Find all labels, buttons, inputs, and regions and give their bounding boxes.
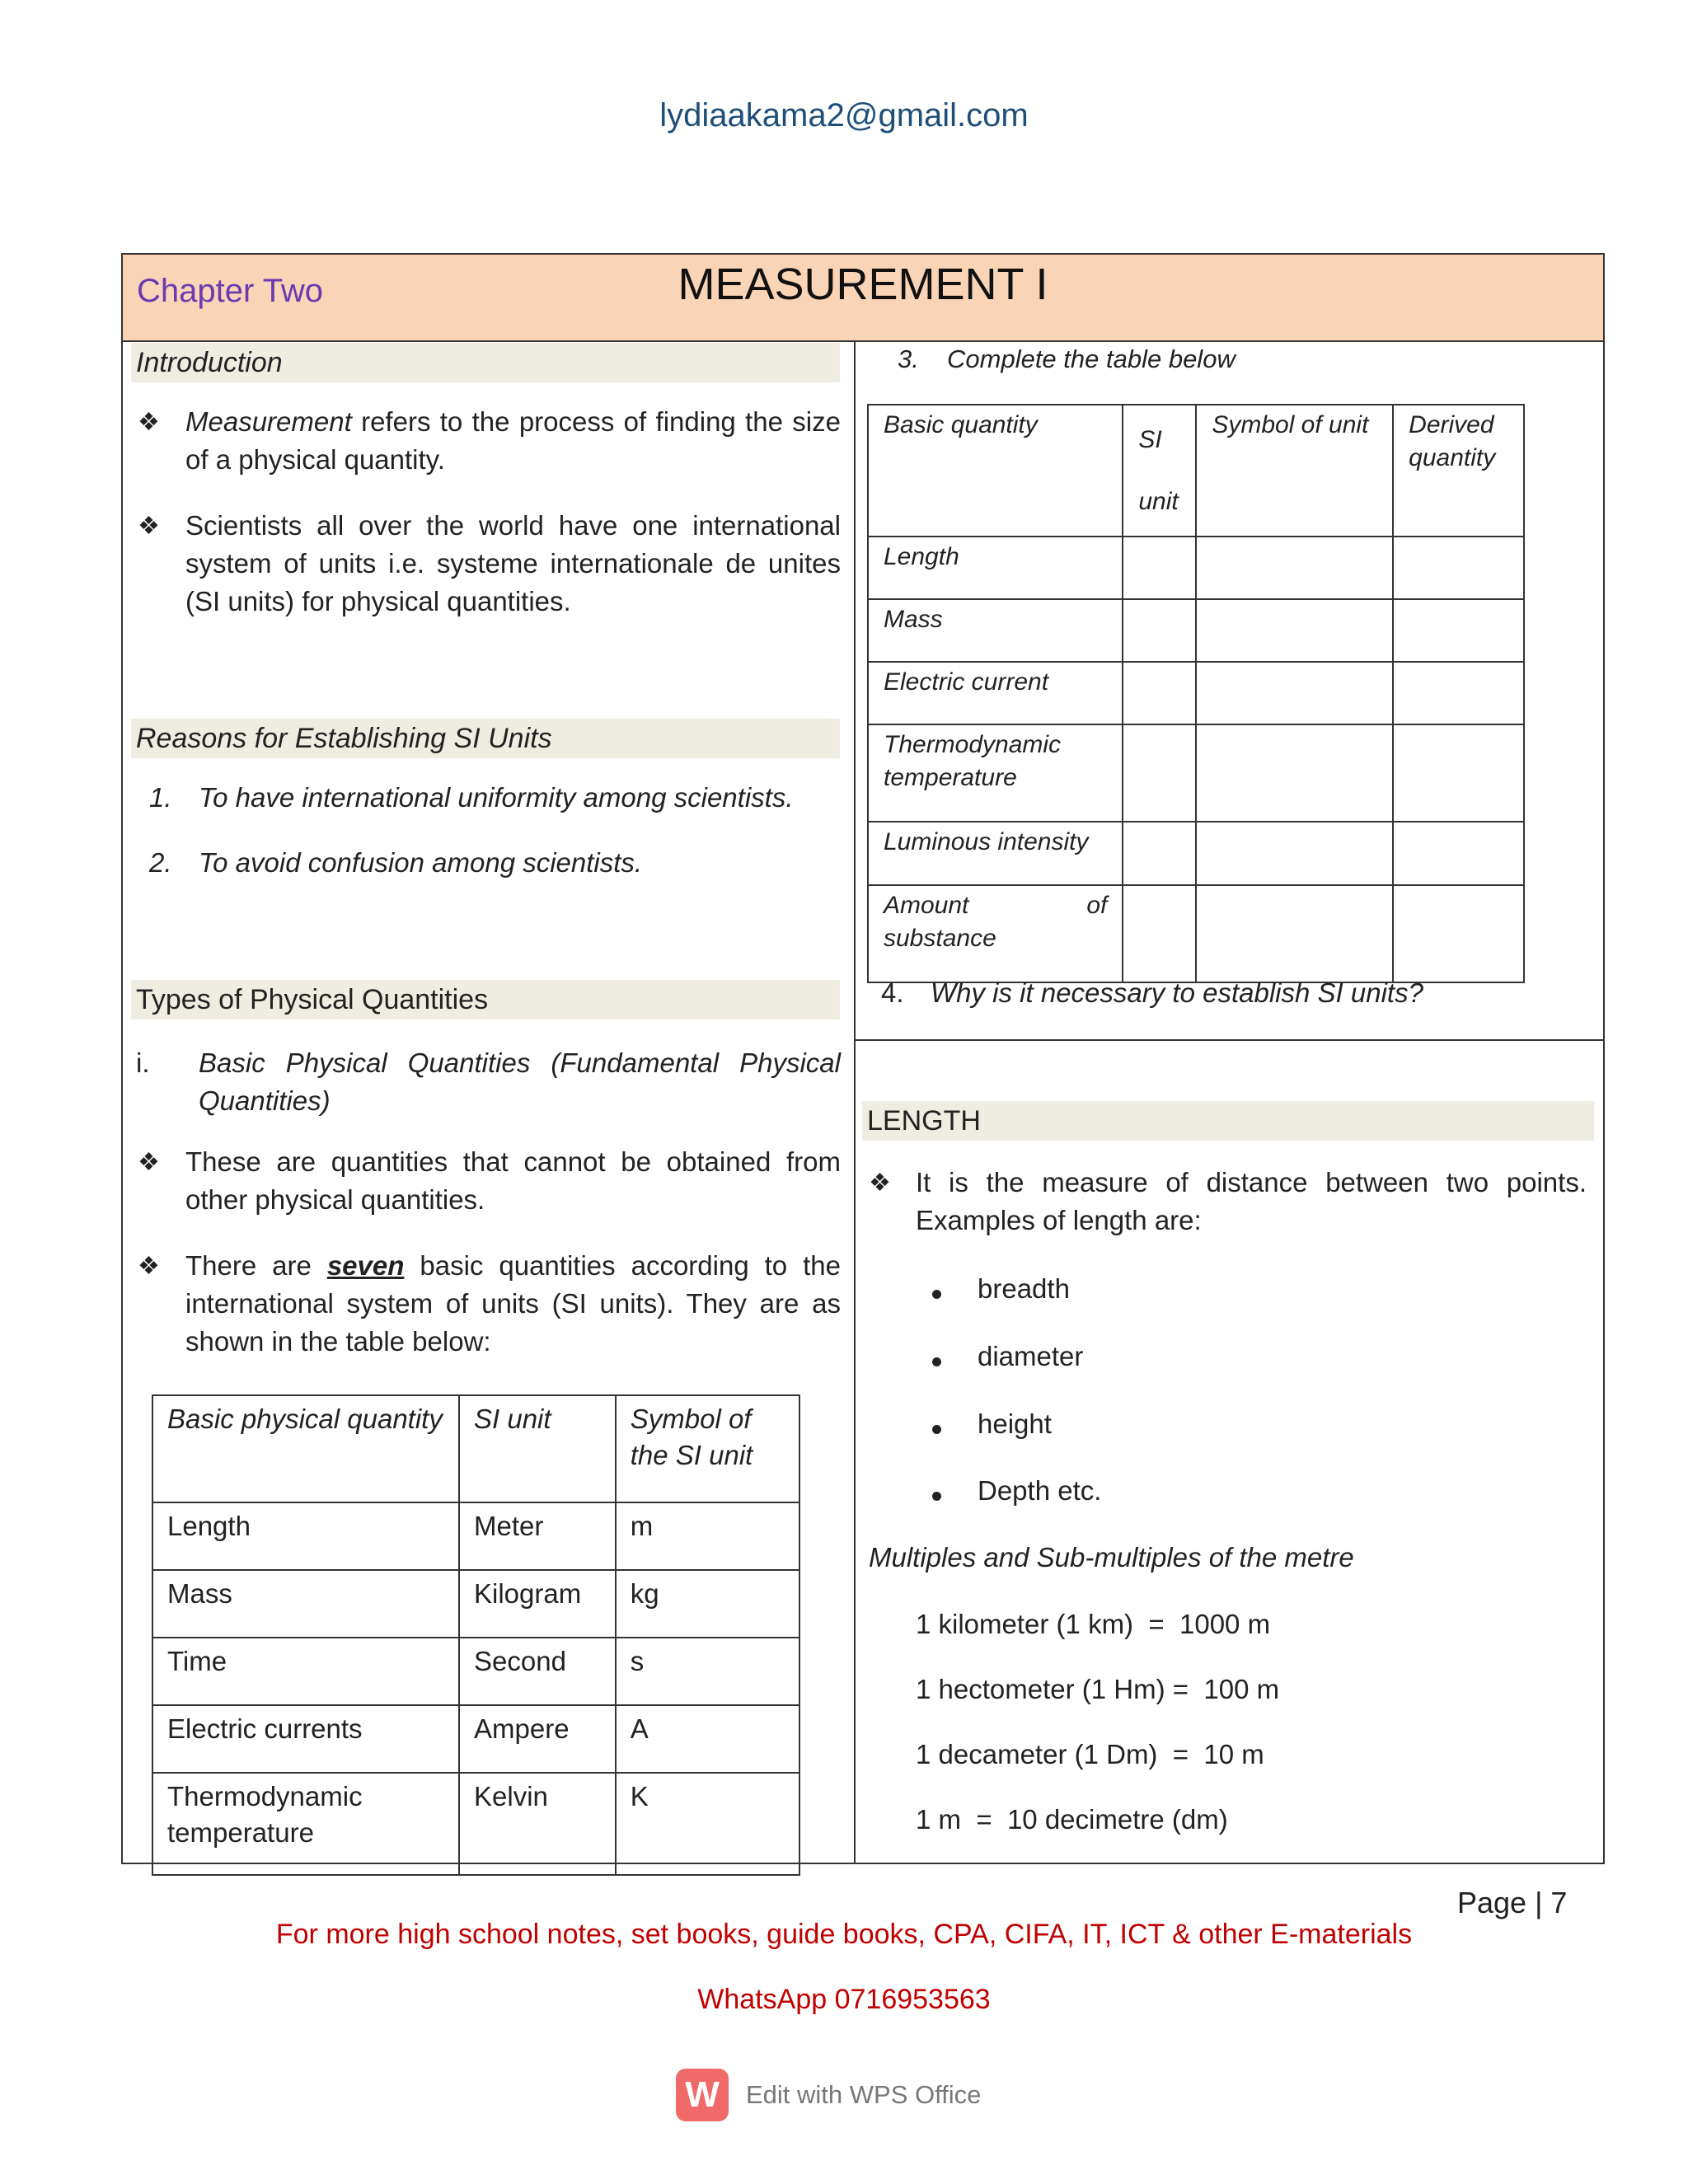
table-header-cell: Derived quantity — [1393, 405, 1524, 537]
reason-item: To have international uniformity among scientists. — [199, 782, 794, 813]
blank-cell[interactable] — [1393, 537, 1524, 599]
table-cell: A — [616, 1705, 799, 1773]
bullet-dot-icon — [932, 1290, 941, 1299]
table-cell: Mass — [152, 1570, 459, 1638]
table-row — [868, 724, 1524, 822]
table-cell: Mass — [868, 599, 1123, 662]
multiple-equation: 1 hectometer (1 Hm) = 100 m — [916, 1674, 1280, 1704]
page-number: Page | 7 — [1457, 1886, 1568, 1919]
table-row — [868, 662, 1524, 724]
list-item: Depth etc. — [978, 1475, 1102, 1506]
table-cell: Thermodynamic temperature — [868, 724, 1123, 822]
multiple-equation: 1 decameter (1 Dm) = 10 m — [916, 1739, 1264, 1769]
blank-cell[interactable] — [1123, 822, 1196, 885]
intro-heading: Introduction — [131, 343, 840, 382]
intro-bullet-1 — [185, 403, 841, 479]
table-cell: Second — [459, 1638, 616, 1705]
wps-logo-icon[interactable]: W — [676, 2069, 729, 2121]
question-number: 3. — [898, 344, 919, 373]
blank-cell[interactable] — [1196, 599, 1393, 662]
table-row — [152, 1502, 799, 1570]
bullet-dot-icon — [932, 1357, 941, 1366]
table-header-cell: SI unit — [459, 1395, 616, 1502]
promo-text: For more high school notes, set books, guide books, CPA, CIFA, IT, ICT & other E-materials — [275, 1919, 1413, 1950]
table-cell: Amount of substance — [868, 885, 1123, 982]
table-header-cell: Basic quantity — [868, 405, 1123, 537]
table-header-cell: Symbol of the SI unit — [616, 1395, 799, 1502]
basic-bullet-2-rest: basic quantities according to the international system of units (SI units). They are as shown in the table below: — [185, 1250, 841, 1357]
table-cell: s — [616, 1638, 799, 1705]
table-row — [868, 885, 1524, 982]
reason-number: 1. — [149, 782, 172, 813]
blank-cell[interactable] — [1393, 822, 1524, 885]
length-heading: LENGTH — [862, 1101, 1594, 1141]
blank-cell[interactable] — [1123, 662, 1196, 724]
wps-edit-link[interactable]: Edit with WPS Office — [746, 2080, 982, 2109]
table-cell: kg — [616, 1570, 799, 1638]
table-header-cell: Basic physical quantity — [152, 1395, 459, 1502]
table-cell: Meter — [459, 1502, 616, 1570]
question-4-text: Why is it necessary to establish SI units? — [931, 977, 1423, 1008]
table-row — [868, 537, 1524, 599]
table-header-row — [152, 1395, 799, 1502]
table-header-cell: SI unit — [1123, 405, 1196, 537]
table-cell: Length — [152, 1502, 459, 1570]
blank-cell[interactable] — [1196, 724, 1393, 822]
question-number: 4. — [881, 977, 904, 1008]
diamond-bullet-icon: ❖ — [138, 409, 160, 436]
blank-cell[interactable] — [1123, 885, 1196, 982]
blank-cell[interactable] — [1123, 537, 1196, 599]
reason-item: To avoid confusion among scientists. — [199, 847, 643, 878]
table-row — [868, 822, 1524, 885]
intro-bullet-2: Scientists all over the world have one international system of units i.e. systeme internationale de unites (SI units) for physical quantities. — [185, 510, 841, 616]
column-divider — [854, 340, 856, 1863]
table-row — [152, 1773, 799, 1875]
table-row — [152, 1638, 799, 1705]
reasons-heading: Reasons for Establishing SI Units — [131, 719, 840, 758]
blank-cell[interactable] — [1196, 537, 1393, 599]
type-i-title: Basic Physical Quantities (Fundamental Physical Quantities) — [199, 1047, 841, 1116]
table-cell: Kelvin — [459, 1773, 616, 1875]
blank-cell[interactable] — [1123, 599, 1196, 662]
blank-cell[interactable] — [1123, 724, 1196, 822]
multiples-heading: Multiples and Sub-multiples of the metre — [869, 1542, 1354, 1572]
header-email[interactable]: lydiaakama2@gmail.com — [659, 97, 1029, 134]
chapter-header — [123, 255, 1603, 342]
reason-number: 2. — [149, 847, 172, 878]
list-item: height — [978, 1408, 1052, 1439]
blank-cell[interactable] — [1196, 662, 1393, 724]
bullet-dot-icon — [932, 1492, 941, 1501]
type-i-number: i. — [136, 1047, 150, 1078]
bullet-dot-icon — [932, 1425, 941, 1434]
types-heading: Types of Physical Quantities — [131, 980, 840, 1019]
page-title: MEASUREMENT I — [678, 260, 1048, 309]
multiple-equation: 1 kilometer (1 km) = 1000 m — [916, 1609, 1271, 1639]
chapter-label: Chapter Two — [137, 273, 324, 309]
blank-cell[interactable] — [1393, 599, 1524, 662]
emphasis-seven: seven — [326, 1250, 405, 1281]
table-header-cell: Symbol of unit — [1196, 405, 1393, 537]
length-bullet: It is the measure of distance between two points. Examples of length are: — [916, 1167, 1587, 1235]
diamond-bullet-icon: ❖ — [138, 1253, 160, 1280]
table-cell: Length — [868, 537, 1123, 599]
diamond-bullet-icon: ❖ — [138, 513, 160, 540]
table-cell: m — [616, 1502, 799, 1570]
table-row — [868, 599, 1524, 662]
blank-cell[interactable] — [1196, 885, 1393, 982]
table-cell: Thermodynamic temperature — [152, 1773, 459, 1875]
list-item: diameter — [978, 1341, 1084, 1371]
term-measurement: Measurement — [185, 406, 352, 437]
blank-cell[interactable] — [1393, 885, 1524, 982]
table-cell: K — [616, 1773, 799, 1875]
blank-cell[interactable] — [1196, 822, 1393, 885]
basic-bullet-2 — [185, 1247, 841, 1361]
si-units-table — [152, 1394, 800, 1876]
diamond-bullet-icon: ❖ — [869, 1169, 891, 1197]
table-header-row — [868, 405, 1524, 537]
whatsapp-contact[interactable]: WhatsApp 0716953563 — [697, 1984, 991, 2015]
basic-bullet-2-pre: There are — [185, 1250, 327, 1281]
complete-table — [867, 404, 1525, 983]
table-cell: Electric current — [868, 662, 1123, 724]
blank-cell[interactable] — [1393, 662, 1524, 724]
basic-bullet-1: These are quantities that cannot be obtained from other physical quantities. — [185, 1146, 841, 1215]
table-cell: Electric currents — [152, 1705, 459, 1773]
content-frame — [121, 253, 1605, 1864]
table-row — [152, 1705, 799, 1773]
blank-cell[interactable] — [1393, 724, 1524, 822]
question-3-text: Complete the table below — [947, 344, 1236, 373]
table-cell: Ampere — [459, 1705, 616, 1773]
table-cell: Time — [152, 1638, 459, 1705]
list-item: breadth — [978, 1273, 1070, 1304]
diamond-bullet-icon: ❖ — [138, 1149, 160, 1176]
table-cell: Kilogram — [459, 1570, 616, 1638]
multiple-equation: 1 m = 10 decimetre (dm) — [916, 1804, 1228, 1835]
table-row — [152, 1570, 799, 1638]
intro-bullet-1-text: refers to the process of finding the size of a physical quantity. — [185, 406, 841, 475]
right-section-divider — [856, 1039, 1603, 1041]
table-cell: Luminous intensity — [868, 822, 1123, 885]
